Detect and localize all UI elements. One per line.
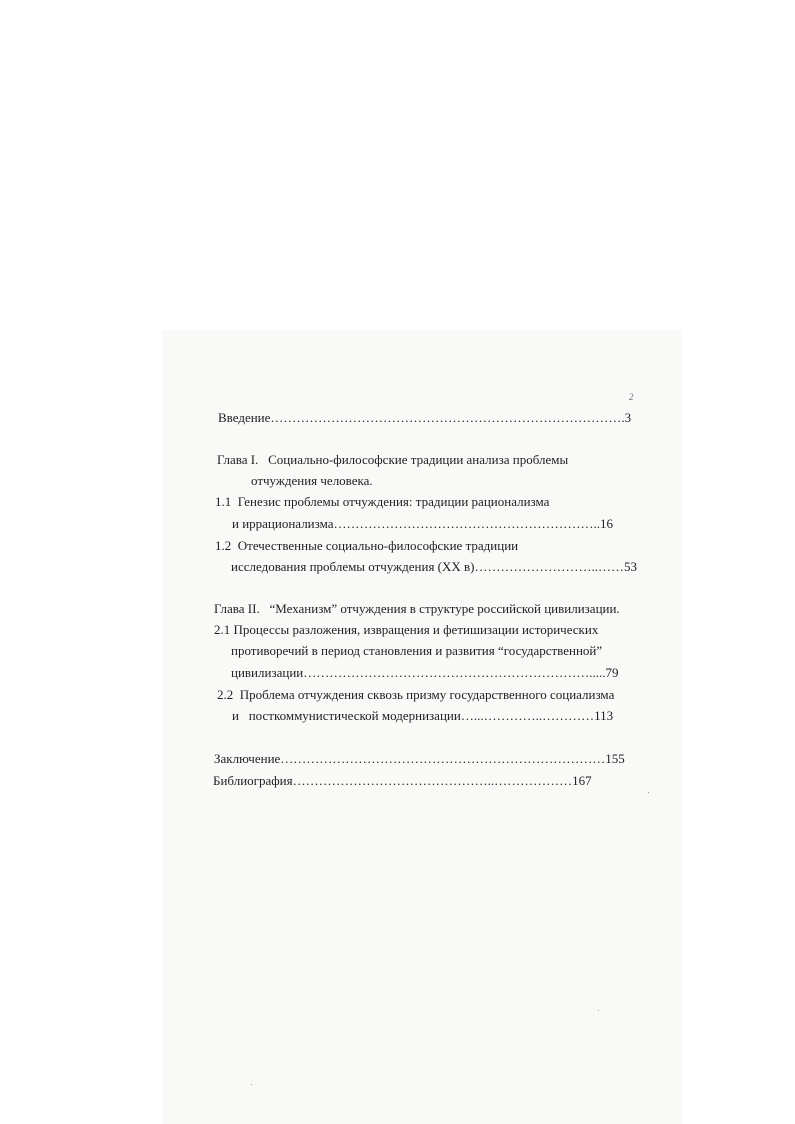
toc-bibliography: Библиография………………………………………..………………167 [213,773,592,788]
toc-section-2-1-line1: 2.1 Процессы разложения, извращения и фетишизации исторических [214,622,599,637]
toc-conclusion: Заключение…………………………………………………………………155 [214,751,625,766]
toc-section-2-1-line3: цивилизации………………………………………………………….....79 [231,665,619,680]
toc-intro: Введение……………………………………………………………………….3 [218,410,632,425]
toc-chapter1-title-line2: отчуждения человека. [251,473,373,488]
toc-section-1-2-line2: исследования проблемы отчуждения (XX в)………………………..……53 [231,559,638,574]
toc-chapter2-title: Глава II. “Механизм” отчуждения в структуре российской цивилизации. [214,601,620,616]
toc-chapter1-title-line1: Глава I. Социально-философские традиции анализа проблемы [217,452,569,467]
toc-section-2-1-line2: противоречий в период становления и развития “государственной” [231,643,603,658]
scan-speck [598,1010,599,1011]
scan-speck [648,792,649,793]
toc-section-1-1-line1: 1.1 Генезис проблемы отчуждения: традиции рационализма [215,494,550,509]
toc-section-2-2-line1: 2.2 Проблема отчуждения сквозь призму государственного социализма [217,687,615,702]
scan-speck [251,1084,252,1085]
toc-section-1-1-line2: и иррационализма……………………………………………………..16 [232,516,613,531]
toc-section-2-2-line2: и посткоммунистической модернизации…...…………..…………113 [232,708,614,723]
scanned-sheet [162,330,682,1124]
toc-section-1-2-line1: 1.2 Отечественные социально-философские традиции [215,538,519,553]
page-number: 2 [629,392,634,402]
